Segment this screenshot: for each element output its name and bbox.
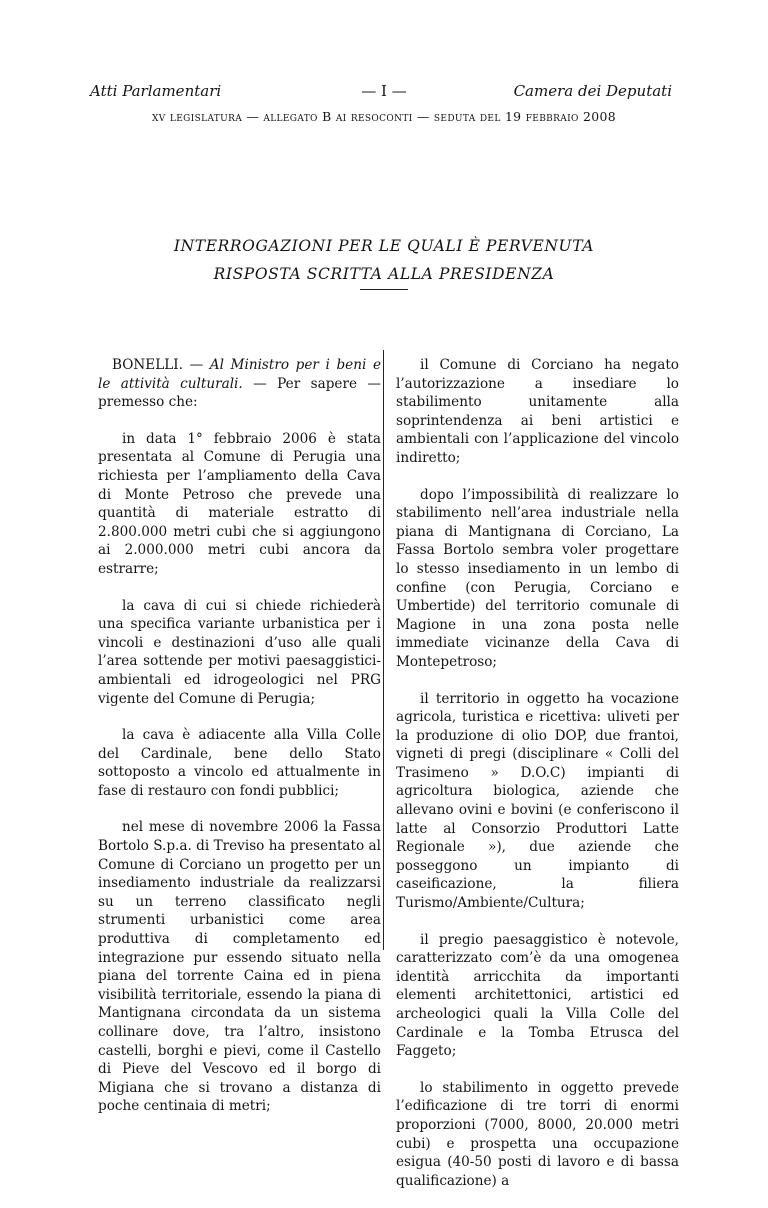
page-title (0, 232, 768, 288)
header-chamber: Camera dei Deputati (513, 82, 672, 100)
interrogator-name: BONELLI. (112, 357, 183, 373)
title-line-2: RISPOSTA SCRITTA ALLA PRESIDENZA (213, 265, 555, 283)
intro-dash: — (182, 357, 210, 373)
header-publication: Atti Parlamentari (90, 82, 222, 100)
right-paragraph-1: il Comune di Corciano ha negato l’autorizzazione a insediare lo stabilimento unitamente alla soprintendenza ai beni artistici e ambientali con l’applicazione del vincolo indiretto; (396, 357, 679, 466)
column-divider (383, 350, 384, 950)
left-column (98, 356, 381, 1134)
right-paragraph-4: il pregio paesaggistico è notevole, caratterizzato com’è da una omogenea identità arricchita da importanti elementi architettonici, artistici ed archeologici quali la Villa Colle del Cardinale e la Tomba Etrusca del Faggeto; (396, 931, 679, 1060)
right-column (396, 356, 679, 1208)
intro-rest: — Per sapere — premesso che: (98, 375, 381, 411)
left-paragraph-4: nel mese di novembre 2006 la Fassa Bortolo S.p.a. di Treviso ha presentato al Comune di Corciano un progetto per un insediamento industriale da realizzarsi su un terreno classificato negli strumenti urbanistici come area produttiva di completamento ed integrazione pur essendo situato nella piana del torrente Caina ed in piena visibilità territoriale, essendo la piana di Mantignana circondata da un sistema collinare dove, tra l’altro, insistono castelli, borghi e pievi, come il Castello di Pieve del Vescovo ed il borgo di Migiana che si trovano a distanza di poche centinaia di metri; (98, 819, 381, 1115)
left-paragraph-2: la cava di cui si chiede richiederà una specifica variante urbanistica per i vincoli e destinazioni d’uso alle quali l’area sottende per motivi paesaggistici-ambientali ed idrogeologici nel PRG vigente del Comune di Perugia; (98, 597, 381, 707)
title-divider (360, 289, 408, 290)
page-number: — I — (361, 82, 407, 100)
title-line-1: INTERROGAZIONI PER LE QUALI È PERVENUTA (173, 237, 595, 255)
addressee: Al Ministro per i beni e le attività culturali. (98, 357, 381, 392)
right-paragraph-3: il territorio in oggetto ha vocazione agricola, turistica e ricettiva: uliveti per la produzione di olio DOP, due frantoi, vigneti di pregi (disciplinare « Colli del Trasimeno » D.O.C) impianti di agricoltura biologica, aziende che allevano ovini e bovini (e conferiscono il latte al Consorzio Produttori Latte Regionale »), due aziende che posseggono un impianto di caseificazione, la filiera Turismo/Ambiente/Cultura; (396, 690, 679, 912)
right-paragraph-5: lo stabilimento in oggetto prevede l’edificazione di tre torri di enormi proporzioni (7000, 8000, 20.000 metri cubi) e prospetta una occupazione esigua (40-50 posti di lavoro e di bassa qualificazione) a (396, 1079, 679, 1189)
right-paragraph-2: dopo l’impossibilità di realizzare lo stabilimento nell’area industriale nella piana di Mantignana di Corciano, La Fassa Bortolo sembra voler progettare lo stesso insediamento in un lembo di confine (con Perugia, Corciano e Umbertide) del territorio comunale di Magione in una zona posta nelle immediate vicinanze della Cava di Montepetroso; (396, 486, 679, 670)
left-paragraph-3: la cava è adiacente alla Villa Colle del Cardinale, bene dello Stato sottoposto a vincolo ed attualmente in fase di restauro con fondi pubblici; (98, 727, 381, 799)
intro-paragraph (98, 356, 381, 412)
left-paragraph-1: in data 1° febbraio 2006 è stata presentata al Comune di Perugia una richiesta per l’ampliamento della Cava di Monte Petroso che prevede una quantità di materiale estratto di 2.800.000 metri cubi che si aggiungono ai 2.000.000 metri cubi ancora da estrarre; (98, 430, 381, 577)
session-subheader: xv legislatura — allegato B ai resoconti — seduta del 19 febbraio 2008 (152, 109, 616, 124)
